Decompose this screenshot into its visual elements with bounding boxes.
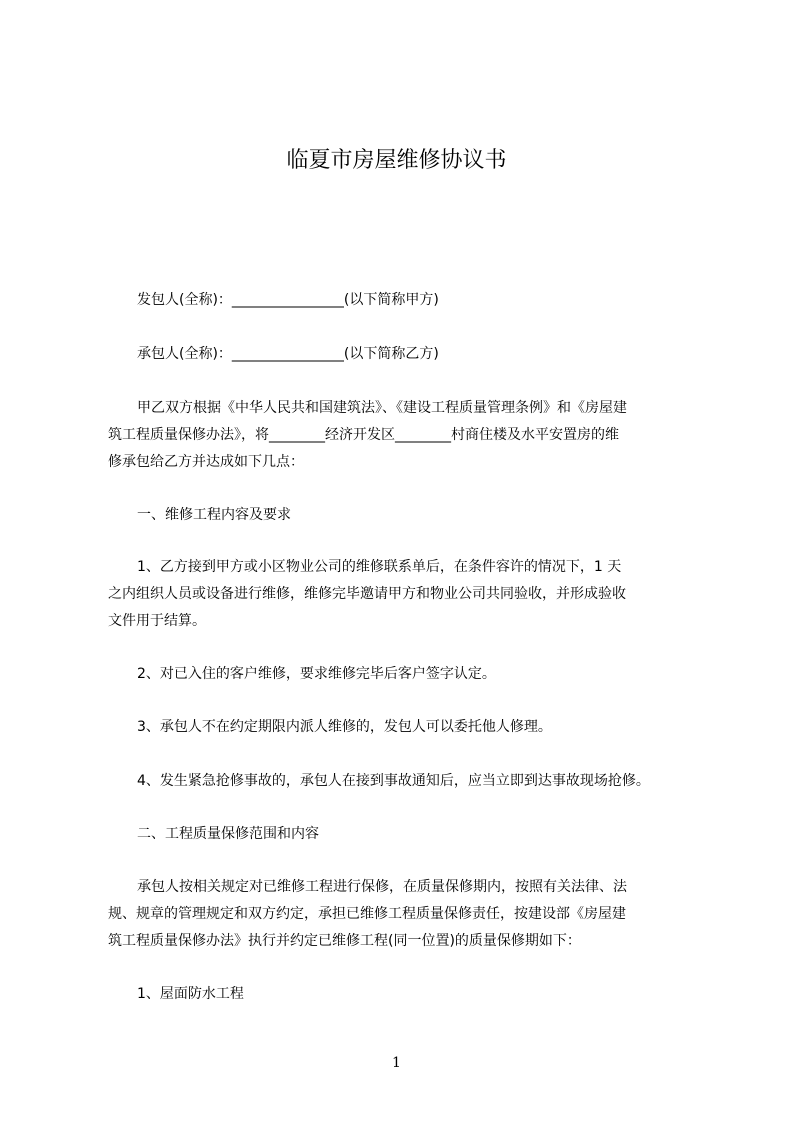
document-title: 临夏市房屋维修协议书 [286,148,507,173]
item-3-line: 3、承包人不在约定期限内派人维修的，发包人可以委托他人修理。 [137,719,552,735]
item-1-line-2: 之内组织人员或设备进行维修，维修完毕邀请甲方和物业公司共同验收，并形成验收 [108,586,626,602]
intro-line-2: 筑工程质量保修办法》，将________经济开发区________村商住楼及水平安置房的维 [108,427,619,443]
section-2-line-3: 筑工程质量保修办法》执行并约定已维修工程(同一位置)的质量保修期如下： [108,933,581,949]
item-4-line: 4、发生紧急抢修事故的，承包人在接到事故通知后，应当立即到达事故现场抢修。 [137,773,650,789]
item-1-line-1: 1、乙方接到甲方或小区物业公司的维修联系单后，在条件容许的情况下，1 天 [137,559,622,575]
intro-line-3: 修承包给乙方并达成如下几点： [108,454,304,470]
sub-item-1-line: 1、屋面防水工程 [137,986,244,1002]
party-a-line: 发包人(全称)：________________(以下简称甲方) [137,292,439,308]
section-2-heading: 二、工程质量保修范围和内容 [137,826,319,842]
party-b-line: 承包人(全称)：________________(以下简称乙方) [137,346,439,362]
page-number: 1 [392,1055,401,1071]
item-2-line: 2、对已入住的客户维修，要求维修完毕后客户签字认定。 [137,666,496,682]
section-2-line-2: 规、规章的管理规定和双方约定，承担已维修工程质量保修责任，按建设部《房屋建 [108,906,626,922]
section-1-heading: 一、维修工程内容及要求 [137,507,291,523]
item-1-line-3: 文件用于结算。 [108,613,206,629]
section-2-line-1: 承包人按相关规定对已维修工程进行保修，在质量保修期内，按照有关法律、法 [137,879,627,895]
intro-line-1: 甲乙双方根据《中华人民共和国建筑法》、《建设工程质量管理条例》和《房屋建 [137,400,627,416]
